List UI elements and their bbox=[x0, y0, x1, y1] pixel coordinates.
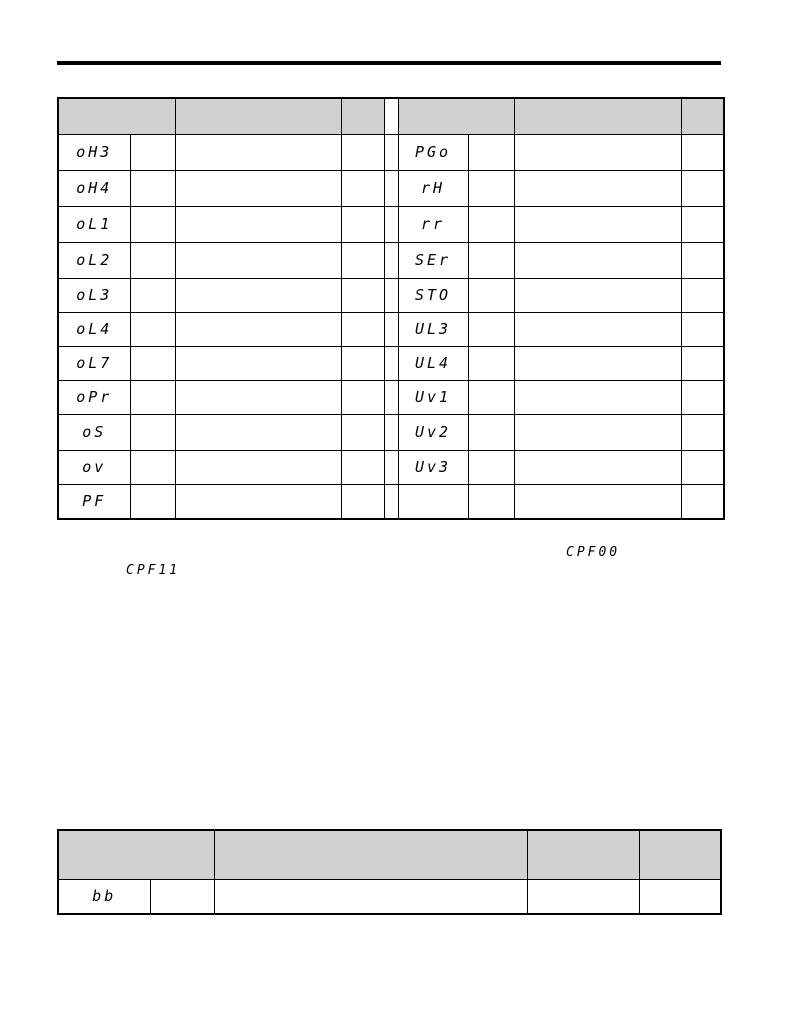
table-cell bbox=[514, 451, 681, 485]
table-cell bbox=[130, 381, 175, 415]
table-row bbox=[58, 880, 721, 914]
fault-code bbox=[398, 279, 468, 313]
table-cell bbox=[130, 415, 175, 451]
table-cell bbox=[468, 279, 514, 313]
table-cell bbox=[681, 279, 724, 313]
note-code-cpf00: CPF00 bbox=[566, 545, 621, 560]
table-cell bbox=[341, 415, 384, 451]
fault-code bbox=[58, 243, 130, 279]
fault-code bbox=[58, 135, 130, 171]
table-row bbox=[58, 313, 724, 347]
fault-code bbox=[58, 171, 130, 207]
table-cell bbox=[468, 313, 514, 347]
table-cell bbox=[130, 451, 175, 485]
fault-code bbox=[58, 415, 130, 451]
column-separator bbox=[384, 135, 398, 171]
table-cell bbox=[681, 381, 724, 415]
table-cell bbox=[468, 451, 514, 485]
table-row bbox=[58, 207, 724, 243]
table-cell bbox=[175, 313, 341, 347]
table-cell bbox=[468, 347, 514, 381]
table-cell bbox=[130, 135, 175, 171]
table-cell bbox=[681, 171, 724, 207]
table-cell bbox=[150, 880, 214, 914]
table-cell bbox=[681, 415, 724, 451]
fault-code-text: ov bbox=[82, 458, 107, 476]
table-cell bbox=[639, 880, 721, 914]
alarm-code-text: bb bbox=[92, 886, 117, 905]
table-cell bbox=[514, 381, 681, 415]
table-cell bbox=[130, 279, 175, 313]
table-cell bbox=[341, 313, 384, 347]
table-cell bbox=[681, 347, 724, 381]
table-cell bbox=[468, 243, 514, 279]
table-row bbox=[58, 243, 724, 279]
fault-code bbox=[398, 171, 468, 207]
table-cell bbox=[681, 485, 724, 519]
table-cell bbox=[341, 451, 384, 485]
table-cell bbox=[514, 347, 681, 381]
fault-code-text: UL4 bbox=[414, 354, 452, 372]
fault-code-text: oL1 bbox=[76, 215, 113, 233]
fault-code-text: Uv2 bbox=[414, 423, 452, 441]
table-cell bbox=[341, 171, 384, 207]
table-cell bbox=[468, 207, 514, 243]
table-cell bbox=[175, 485, 341, 519]
table-row bbox=[58, 135, 724, 171]
table-cell bbox=[175, 135, 341, 171]
table-cell bbox=[175, 415, 341, 451]
fault-code bbox=[58, 451, 130, 485]
fault-code bbox=[398, 451, 468, 485]
alarm-code bbox=[58, 880, 150, 914]
fault-code bbox=[398, 135, 468, 171]
column-separator bbox=[384, 313, 398, 347]
table-header-row bbox=[58, 830, 721, 880]
table-cell bbox=[175, 207, 341, 243]
fault-code-text: PF bbox=[82, 491, 107, 510]
fault-code bbox=[398, 415, 468, 451]
column-separator bbox=[384, 207, 398, 243]
table-cell bbox=[681, 451, 724, 485]
table-row bbox=[58, 415, 724, 451]
column-separator bbox=[384, 415, 398, 451]
fault-code bbox=[58, 381, 130, 415]
table-row bbox=[58, 171, 724, 207]
fault-code-text: PGo bbox=[414, 143, 452, 161]
fault-code bbox=[398, 381, 468, 415]
fault-code bbox=[58, 313, 130, 347]
table-cell bbox=[527, 880, 639, 914]
table-cell bbox=[214, 880, 527, 914]
fault-code-text: UL3 bbox=[414, 320, 452, 338]
column-separator bbox=[384, 381, 398, 415]
fault-code bbox=[398, 347, 468, 381]
fault-code-text: Uv3 bbox=[414, 458, 452, 476]
column-separator bbox=[384, 98, 398, 135]
fault-code bbox=[398, 243, 468, 279]
table-cell bbox=[175, 347, 341, 381]
table-cell bbox=[514, 135, 681, 171]
fault-code bbox=[58, 347, 130, 381]
table-cell bbox=[341, 243, 384, 279]
header-cell bbox=[681, 98, 724, 135]
column-separator bbox=[384, 347, 398, 381]
table-row bbox=[58, 485, 724, 519]
table-cell bbox=[130, 243, 175, 279]
fault-code-text: oL4 bbox=[76, 320, 113, 338]
table-row bbox=[58, 347, 724, 381]
fault-code-text: oL3 bbox=[76, 286, 113, 304]
column-separator bbox=[384, 171, 398, 207]
table-cell bbox=[130, 171, 175, 207]
table-row bbox=[58, 451, 724, 485]
fault-code bbox=[58, 207, 130, 243]
header-cell bbox=[175, 98, 341, 135]
fault-code-table bbox=[57, 97, 725, 520]
table-row bbox=[58, 381, 724, 415]
table-cell bbox=[514, 279, 681, 313]
fault-code-text: STO bbox=[414, 286, 452, 304]
fault-code-text: Uv1 bbox=[414, 388, 452, 406]
table-cell bbox=[681, 243, 724, 279]
header-cell bbox=[639, 830, 721, 880]
fault-code-text: rr bbox=[420, 215, 446, 233]
fault-code-text: rH bbox=[420, 179, 446, 197]
table-cell bbox=[468, 415, 514, 451]
table-cell bbox=[175, 381, 341, 415]
fault-code-text: oL7 bbox=[76, 354, 113, 372]
fault-code-text: oS bbox=[82, 423, 107, 441]
column-separator bbox=[384, 279, 398, 313]
fault-code-text: oH4 bbox=[76, 179, 113, 197]
header-cell bbox=[58, 830, 214, 880]
table-cell bbox=[468, 171, 514, 207]
table-cell bbox=[514, 485, 681, 519]
table-cell bbox=[681, 313, 724, 347]
table-cell bbox=[175, 451, 341, 485]
fault-code-text: oPr bbox=[76, 388, 113, 406]
table-cell bbox=[175, 279, 341, 313]
table-cell bbox=[681, 207, 724, 243]
table-cell bbox=[130, 207, 175, 243]
table-row bbox=[58, 279, 724, 313]
table-cell bbox=[514, 171, 681, 207]
table-cell bbox=[341, 279, 384, 313]
table-cell bbox=[130, 485, 175, 519]
table-cell bbox=[130, 347, 175, 381]
header-cell bbox=[514, 98, 681, 135]
table-cell bbox=[341, 347, 384, 381]
table-cell bbox=[514, 243, 681, 279]
fault-code-text: oH3 bbox=[76, 143, 113, 161]
header-cell bbox=[58, 98, 175, 135]
fault-code bbox=[58, 279, 130, 313]
table-cell bbox=[514, 415, 681, 451]
table-cell bbox=[341, 207, 384, 243]
table-cell bbox=[175, 243, 341, 279]
column-separator bbox=[384, 451, 398, 485]
column-separator bbox=[384, 243, 398, 279]
fault-code bbox=[398, 313, 468, 347]
table-cell bbox=[468, 135, 514, 171]
table-header-row bbox=[58, 98, 724, 135]
table-cell bbox=[341, 381, 384, 415]
header-cell bbox=[398, 98, 514, 135]
header-cell bbox=[214, 830, 527, 880]
fault-code bbox=[398, 485, 468, 519]
header-cell bbox=[341, 98, 384, 135]
alarm-code-table bbox=[57, 829, 722, 915]
table-cell bbox=[681, 135, 724, 171]
fault-code bbox=[58, 485, 130, 519]
table-cell bbox=[341, 135, 384, 171]
column-separator bbox=[384, 485, 398, 519]
header-cell bbox=[527, 830, 639, 880]
table-cell bbox=[175, 171, 341, 207]
table-cell bbox=[514, 207, 681, 243]
fault-code-text: SEr bbox=[414, 251, 452, 269]
fault-code-text: oL2 bbox=[76, 251, 113, 269]
table-cell bbox=[514, 313, 681, 347]
table-cell bbox=[130, 313, 175, 347]
table-cell bbox=[341, 485, 384, 519]
fault-code bbox=[398, 207, 468, 243]
note-code-cpf11: CPF11 bbox=[126, 563, 181, 578]
top-rule bbox=[57, 61, 721, 65]
table-cell bbox=[468, 381, 514, 415]
table-cell bbox=[468, 485, 514, 519]
